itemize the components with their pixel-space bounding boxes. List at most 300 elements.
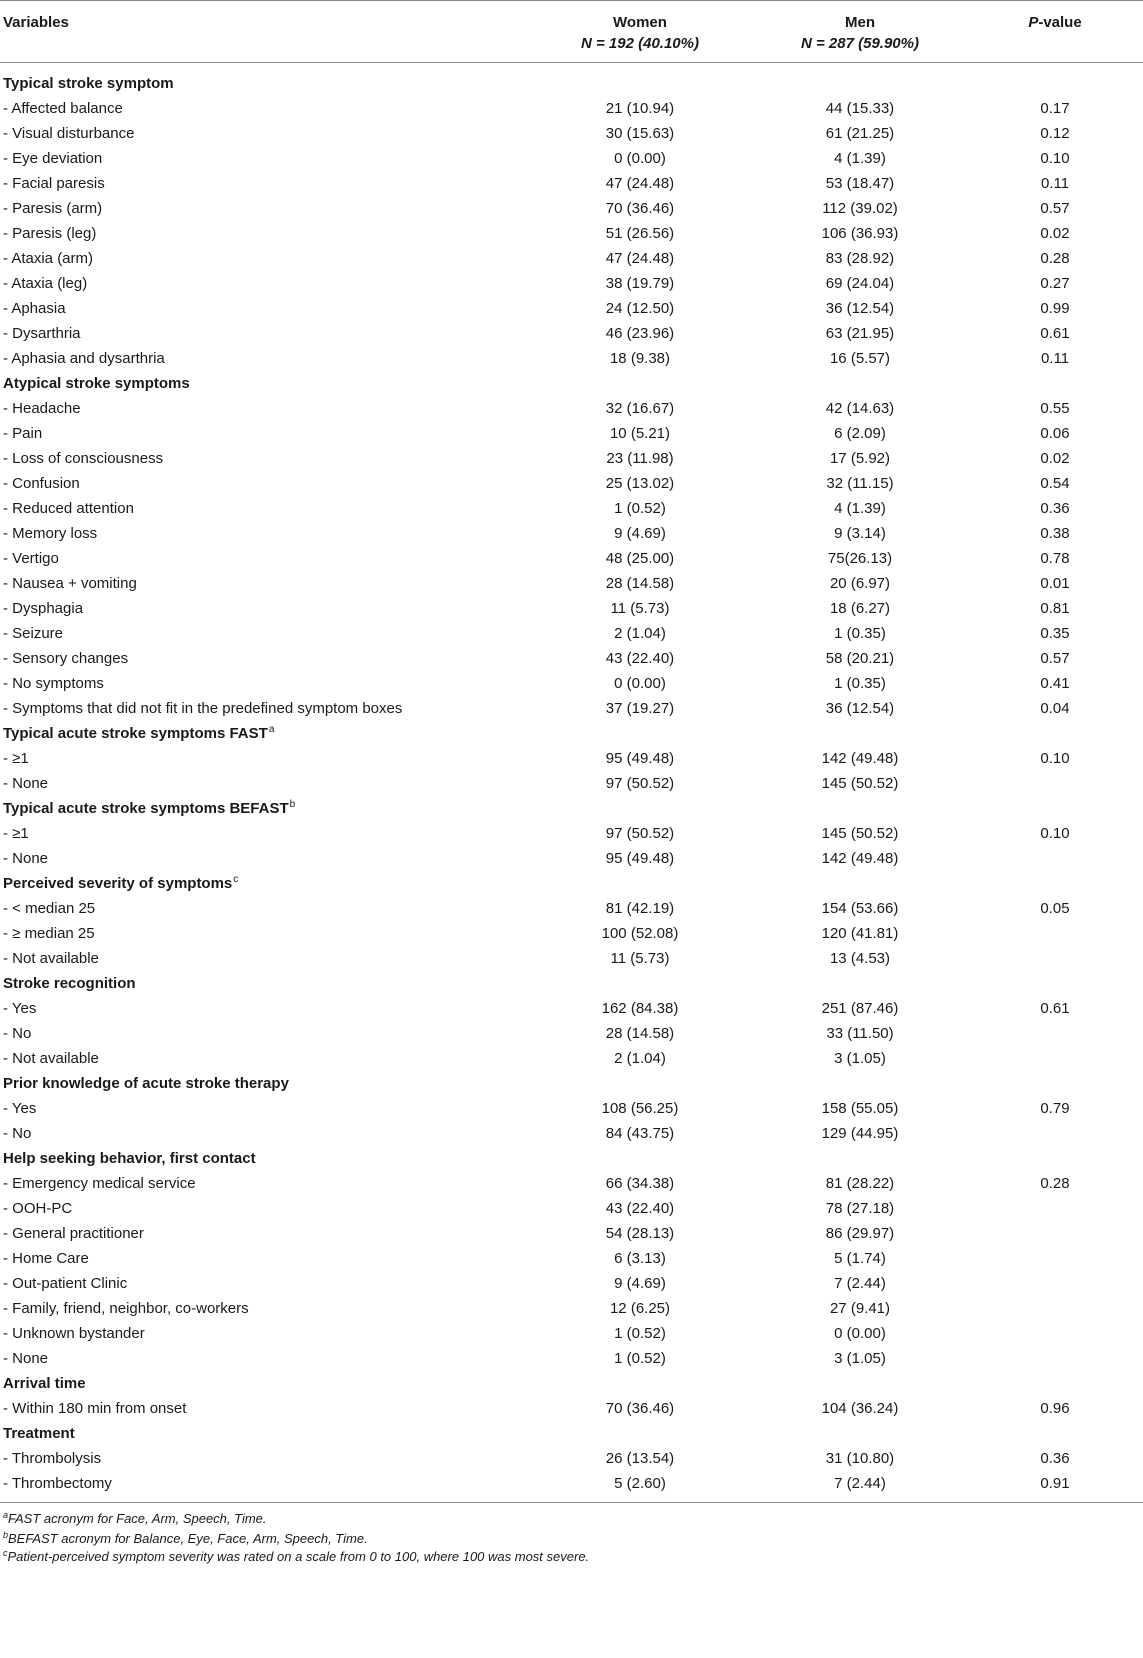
- row-label: [3, 996, 36, 1021]
- row-label: [3, 471, 80, 496]
- p-value: 0.36: [1040, 500, 1070, 517]
- women-value: 70 (36.46): [605, 200, 675, 217]
- footnote: [3, 1510, 267, 1529]
- table-row: [0, 271, 1143, 296]
- header-men: [760, 12, 960, 54]
- table-row: [0, 996, 1143, 1021]
- men-value: 3 (1.05): [834, 1050, 886, 1067]
- men-value: 4 (1.39): [834, 500, 886, 517]
- women-value: 11 (5.73): [610, 950, 670, 967]
- label-text: - Sensory changes: [3, 650, 129, 667]
- men-value: 78 (27.18): [825, 1200, 895, 1217]
- label-text: - Ataxia (arm): [3, 250, 94, 267]
- table-row: [0, 171, 1143, 196]
- women-value: 0 (0.00): [614, 150, 666, 167]
- table-row: [0, 1271, 1143, 1296]
- label-text: - Pain: [3, 425, 43, 442]
- section-label: [3, 971, 136, 996]
- footnote-marker: b: [3, 1530, 9, 1540]
- women-value: 48 (25.00): [605, 550, 675, 567]
- men-value: 81 (28.22): [825, 1175, 895, 1192]
- header-men-n: N = 287 (59.90%): [801, 35, 919, 52]
- p-value: 0.06: [1040, 425, 1070, 442]
- table-row: [0, 1171, 1143, 1196]
- men-value: 145 (50.52): [821, 825, 899, 842]
- women-value: 97 (50.52): [605, 775, 675, 792]
- section-header-row: [0, 71, 1143, 96]
- footnote: [3, 1548, 589, 1567]
- table-row: [0, 621, 1143, 646]
- header-pvalue-rest: -value: [1038, 14, 1082, 31]
- label-text: - ≥ median 25: [3, 925, 95, 942]
- label-text: - Home Care: [3, 1250, 89, 1267]
- p-value: 0.61: [1040, 1000, 1070, 1017]
- row-label: [3, 96, 123, 121]
- row-label: [3, 421, 42, 446]
- p-value: 0.05: [1040, 900, 1070, 917]
- women-value: 43 (22.40): [605, 1200, 675, 1217]
- row-label: [3, 946, 99, 971]
- women-value: 23 (11.98): [606, 450, 674, 467]
- p-value: 0.11: [1040, 350, 1070, 367]
- women-value: 47 (24.48): [605, 175, 675, 192]
- men-value: 0 (0.00): [834, 1325, 886, 1342]
- table-row: [0, 321, 1143, 346]
- p-value: 0.99: [1040, 300, 1070, 317]
- row-label: [3, 271, 87, 296]
- men-value: 1 (0.35): [834, 675, 886, 692]
- p-value: 0.38: [1040, 525, 1070, 542]
- row-label: [3, 646, 128, 671]
- section-label: [3, 796, 295, 823]
- table-row: [0, 1396, 1143, 1421]
- women-value: 2 (1.04): [614, 625, 666, 642]
- row-label: [3, 1471, 112, 1496]
- footnote-marker: a: [268, 724, 275, 735]
- p-value: 0.61: [1040, 325, 1070, 342]
- table-row: [0, 421, 1143, 446]
- p-value: 0.10: [1040, 750, 1070, 767]
- row-label: [3, 671, 104, 696]
- men-value: 42 (14.63): [825, 400, 895, 417]
- row-label: [3, 171, 105, 196]
- women-value: 37 (19.27): [605, 700, 675, 717]
- row-label: [3, 1321, 145, 1346]
- label-text: - Within 180 min from onset: [3, 1400, 187, 1417]
- section-header-row: [0, 1421, 1143, 1446]
- table-row: [0, 221, 1143, 246]
- p-value: 0.10: [1040, 825, 1070, 842]
- women-value: 1 (0.52): [614, 1325, 666, 1342]
- row-label: [3, 571, 137, 596]
- p-value: 0.41: [1040, 675, 1070, 692]
- men-value: 31 (10.80): [825, 1450, 895, 1467]
- label-text: - Vertigo: [3, 550, 59, 567]
- men-value: 3 (1.05): [834, 1350, 886, 1367]
- label-text: - Yes: [3, 1100, 37, 1117]
- row-label: [3, 396, 81, 421]
- table-row: [0, 296, 1143, 321]
- p-value: 0.91: [1040, 1475, 1070, 1492]
- label-text: Help seeking behavior, first contact: [3, 1150, 256, 1167]
- women-value: 54 (28.13): [605, 1225, 675, 1242]
- section-label: [3, 1146, 256, 1171]
- bottom-rule: [0, 1502, 1143, 1503]
- men-value: 44 (15.33): [825, 100, 895, 117]
- label-text: - ≥1: [3, 825, 29, 842]
- label-text: - None: [3, 850, 49, 867]
- women-value: 26 (13.54): [605, 1450, 675, 1467]
- row-label: [3, 846, 48, 871]
- row-label: [3, 1021, 31, 1046]
- men-value: 158 (55.05): [821, 1100, 899, 1117]
- men-value: 1 (0.35): [834, 625, 886, 642]
- table-row: [0, 571, 1143, 596]
- table-row: [0, 1296, 1143, 1321]
- label-text: - Memory loss: [3, 525, 98, 542]
- table-row: [0, 346, 1143, 371]
- table-row: [0, 921, 1143, 946]
- women-value: 47 (24.48): [605, 250, 675, 267]
- women-value: 10 (5.21): [609, 425, 671, 442]
- label-text: - Affected balance: [3, 100, 123, 117]
- women-value: 100 (52.08): [601, 925, 679, 942]
- women-value: 28 (14.58): [605, 1025, 675, 1042]
- p-value: 0.81: [1040, 600, 1070, 617]
- women-value: 81 (42.19): [605, 900, 675, 917]
- label-text: Typical stroke symptom: [3, 75, 174, 92]
- p-value: 0.79: [1040, 1100, 1070, 1117]
- p-value: 0.78: [1040, 550, 1070, 567]
- label-text: - No: [3, 1025, 32, 1042]
- men-value: 7 (2.44): [834, 1275, 886, 1292]
- footnote-text: Patient-perceived symptom severity was rated on a scale from 0 to 100, where 100 was most severe.: [7, 1549, 590, 1564]
- table-row: [0, 596, 1143, 621]
- label-text: - Not available: [3, 1050, 99, 1067]
- label-text: - Facial paresis: [3, 175, 105, 192]
- row-label: [3, 1121, 31, 1146]
- p-value: 0.10: [1040, 150, 1070, 167]
- row-label: [3, 1271, 127, 1296]
- label-text: - ≥1: [3, 750, 29, 767]
- row-label: [3, 1221, 144, 1246]
- label-text: Arrival time: [3, 1375, 86, 1392]
- row-label: [3, 121, 134, 146]
- women-value: 1 (0.52): [614, 500, 666, 517]
- table-row: [0, 546, 1143, 571]
- footnote-marker: b: [289, 799, 296, 810]
- row-label: [3, 821, 29, 846]
- men-value: 83 (28.92): [825, 250, 895, 267]
- men-value: 27 (9.41): [829, 1300, 891, 1317]
- women-value: 6 (3.13): [614, 1250, 666, 1267]
- label-text: - Headache: [3, 400, 81, 417]
- men-value: 33 (11.50): [826, 1025, 894, 1042]
- label-text: - No symptoms: [3, 675, 104, 692]
- row-label: [3, 771, 48, 796]
- section-label: [3, 721, 274, 748]
- table-row: [0, 1346, 1143, 1371]
- row-label: [3, 496, 134, 521]
- women-value: 43 (22.40): [605, 650, 675, 667]
- women-value: 11 (5.73): [610, 600, 670, 617]
- women-value: 1 (0.52): [614, 1350, 666, 1367]
- header-men-label: Men: [845, 14, 875, 31]
- table-row: [0, 396, 1143, 421]
- women-value: 108 (56.25): [601, 1100, 679, 1117]
- women-value: 162 (84.38): [601, 1000, 679, 1017]
- table-row: [0, 446, 1143, 471]
- label-text: - Paresis (leg): [3, 225, 97, 242]
- label-text: Perceived severity of symptoms: [3, 875, 233, 892]
- row-label: [3, 1346, 48, 1371]
- label-text: Atypical stroke symptoms: [3, 375, 190, 392]
- table-row: [0, 696, 1143, 721]
- row-label: [3, 146, 102, 171]
- row-label: [3, 1246, 89, 1271]
- footnote-text: FAST acronym for Face, Arm, Speech, Time.: [8, 1511, 267, 1526]
- section-label: [3, 1071, 289, 1096]
- row-label: [3, 896, 95, 921]
- row-label: [3, 246, 93, 271]
- row-label: [3, 1046, 99, 1071]
- p-value: 0.96: [1040, 1400, 1070, 1417]
- table-row: [0, 946, 1143, 971]
- row-label: [3, 696, 402, 721]
- header-pvalue-italic: P: [1028, 14, 1039, 31]
- men-value: 6 (2.09): [834, 425, 886, 442]
- table-row: [0, 146, 1143, 171]
- label-text: Stroke recognition: [3, 975, 136, 992]
- women-value: 9 (4.69): [614, 1275, 666, 1292]
- label-text: - Reduced attention: [3, 500, 134, 517]
- table-row: [0, 1121, 1143, 1146]
- table-row: [0, 1446, 1143, 1471]
- p-value: 0.12: [1040, 125, 1070, 142]
- women-value: 18 (9.38): [609, 350, 671, 367]
- label-text: - Nausea + vomiting: [3, 575, 137, 592]
- women-value: 97 (50.52): [605, 825, 675, 842]
- section-label: [3, 371, 190, 396]
- men-value: 142 (49.48): [821, 850, 899, 867]
- women-value: 25 (13.02): [605, 475, 675, 492]
- section-header-row: [0, 971, 1143, 996]
- label-text: - Dysphagia: [3, 600, 84, 617]
- table-row: [0, 1021, 1143, 1046]
- section-label: [3, 1421, 75, 1446]
- women-value: 21 (10.94): [605, 100, 675, 117]
- men-value: 75(26.13): [827, 550, 893, 567]
- label-text: - Aphasia and dysarthria: [3, 350, 165, 367]
- label-text: - Loss of consciousness: [3, 450, 164, 467]
- footnote-marker: a: [3, 1510, 9, 1520]
- label-text: - < median 25: [3, 900, 96, 917]
- label-text: - None: [3, 1350, 49, 1367]
- section-header-row: [0, 1146, 1143, 1171]
- men-value: 63 (21.95): [825, 325, 895, 342]
- label-text: - Emergency medical service: [3, 1175, 196, 1192]
- label-text: - Out-patient Clinic: [3, 1275, 128, 1292]
- label-text: - Yes: [3, 1000, 37, 1017]
- label-text: - OOH-PC: [3, 1200, 73, 1217]
- label-text: - None: [3, 775, 49, 792]
- row-label: [3, 321, 81, 346]
- men-value: 106 (36.93): [821, 225, 899, 242]
- women-value: 5 (2.60): [614, 1475, 666, 1492]
- table-row: [0, 496, 1143, 521]
- label-text: - Confusion: [3, 475, 80, 492]
- p-value: 0.17: [1040, 100, 1070, 117]
- section-header-row: [0, 371, 1143, 396]
- men-value: 145 (50.52): [821, 775, 899, 792]
- men-value: 69 (24.04): [825, 275, 895, 292]
- men-value: 61 (21.25): [825, 125, 895, 142]
- women-value: 70 (36.46): [605, 1400, 675, 1417]
- footnote-text: BEFAST acronym for Balance, Eye, Face, Arm, Speech, Time.: [8, 1531, 368, 1546]
- men-value: 154 (53.66): [821, 900, 899, 917]
- table-row: [0, 896, 1143, 921]
- row-label: [3, 1096, 36, 1121]
- section-label: [3, 871, 238, 898]
- women-value: 51 (26.56): [605, 225, 675, 242]
- men-value: 32 (11.15): [826, 475, 894, 492]
- women-value: 38 (19.79): [605, 275, 675, 292]
- p-value: 0.35: [1040, 625, 1070, 642]
- label-text: Prior knowledge of acute stroke therapy: [3, 1075, 289, 1092]
- men-value: 16 (5.57): [829, 350, 891, 367]
- table-row: [0, 1221, 1143, 1246]
- footnote-marker: c: [233, 874, 239, 885]
- row-label: [3, 446, 163, 471]
- table-row: [0, 521, 1143, 546]
- row-label: [3, 546, 59, 571]
- label-text: - Not available: [3, 950, 99, 967]
- table-row: [0, 1046, 1143, 1071]
- men-value: 104 (36.24): [821, 1400, 899, 1417]
- section-label: [3, 1371, 86, 1396]
- row-label: [3, 1296, 249, 1321]
- row-label: [3, 1196, 72, 1221]
- row-label: [3, 921, 95, 946]
- men-value: 142 (49.48): [821, 750, 899, 767]
- row-label: [3, 196, 102, 221]
- section-header-row: [0, 1371, 1143, 1396]
- p-value: 0.02: [1040, 225, 1070, 242]
- women-value: 9 (4.69): [614, 525, 666, 542]
- row-label: [3, 621, 63, 646]
- men-value: 36 (12.54): [825, 700, 895, 717]
- p-value: 0.28: [1040, 1175, 1070, 1192]
- label-text: Typical acute stroke symptoms BEFAST: [3, 800, 289, 817]
- label-text: - Aphasia: [3, 300, 66, 317]
- women-value: 46 (23.96): [605, 325, 675, 342]
- table-row: [0, 671, 1143, 696]
- men-value: 9 (3.14): [834, 525, 886, 542]
- men-value: 18 (6.27): [829, 600, 891, 617]
- table-row: [0, 96, 1143, 121]
- header-women-label: Women: [613, 14, 667, 31]
- section-header-row: [0, 1071, 1143, 1096]
- footnote: [3, 1530, 368, 1549]
- header-women-n: N = 192 (40.10%): [581, 35, 699, 52]
- men-value: 36 (12.54): [825, 300, 895, 317]
- row-label: [3, 1396, 186, 1421]
- men-value: 120 (41.81): [821, 925, 899, 942]
- women-value: 2 (1.04): [614, 1050, 666, 1067]
- p-value: 0.11: [1040, 175, 1070, 192]
- row-label: [3, 1446, 101, 1471]
- men-value: 17 (5.92): [829, 450, 891, 467]
- p-value: 0.55: [1040, 400, 1070, 417]
- table-row: [0, 771, 1143, 796]
- men-value: 20 (6.97): [829, 575, 891, 592]
- p-value: 0.54: [1040, 475, 1070, 492]
- p-value: 0.57: [1040, 650, 1070, 667]
- label-text: - Visual disturbance: [3, 125, 135, 142]
- p-value: 0.01: [1040, 575, 1070, 592]
- table-row: [0, 1096, 1143, 1121]
- row-label: [3, 346, 165, 371]
- label-text: - General practitioner: [3, 1225, 144, 1242]
- section-label: [3, 71, 174, 96]
- label-text: - Eye deviation: [3, 150, 103, 167]
- label-text: - No: [3, 1125, 32, 1142]
- table-row: [0, 121, 1143, 146]
- p-value: 0.27: [1040, 275, 1070, 292]
- men-value: 13 (4.53): [829, 950, 891, 967]
- p-value: 0.28: [1040, 250, 1070, 267]
- row-label: [3, 221, 96, 246]
- women-value: 95 (49.48): [605, 850, 675, 867]
- top-rule: [0, 0, 1143, 1]
- table-row: [0, 846, 1143, 871]
- men-value: 4 (1.39): [834, 150, 886, 167]
- table-row: [0, 1196, 1143, 1221]
- table-row: [0, 1471, 1143, 1496]
- men-value: 251 (87.46): [821, 1000, 899, 1017]
- table-row: [0, 646, 1143, 671]
- label-text: - Thrombolysis: [3, 1450, 102, 1467]
- label-text: - Symptoms that did not fit in the predefined symptom boxes: [3, 700, 403, 717]
- row-label: [3, 596, 83, 621]
- table-row: [0, 1246, 1143, 1271]
- label-text: - Family, friend, neighbor, co-workers: [3, 1300, 249, 1317]
- label-text: - Unknown bystander: [3, 1325, 145, 1342]
- table-row: [0, 746, 1143, 771]
- p-value: 0.36: [1040, 1450, 1070, 1467]
- men-value: 112 (39.02): [822, 200, 898, 217]
- label-text: - Dysarthria: [3, 325, 81, 342]
- label-text: - Ataxia (leg): [3, 275, 88, 292]
- header-women: [540, 12, 740, 54]
- section-header-row: [0, 721, 1143, 746]
- women-value: 32 (16.67): [605, 400, 675, 417]
- men-value: 7 (2.44): [834, 1475, 886, 1492]
- men-value: 129 (44.95): [821, 1125, 899, 1142]
- section-header-row: [0, 871, 1143, 896]
- p-value: 0.02: [1040, 450, 1070, 467]
- header-rule: [0, 62, 1143, 63]
- men-value: 86 (29.97): [825, 1225, 895, 1242]
- label-text: - Paresis (arm): [3, 200, 103, 217]
- women-value: 0 (0.00): [614, 675, 666, 692]
- row-label: [3, 746, 29, 771]
- row-label: [3, 521, 97, 546]
- women-value: 95 (49.48): [605, 750, 675, 767]
- table-row: [0, 1321, 1143, 1346]
- header-variables: Variables: [3, 14, 69, 31]
- p-value: 0.04: [1040, 700, 1070, 717]
